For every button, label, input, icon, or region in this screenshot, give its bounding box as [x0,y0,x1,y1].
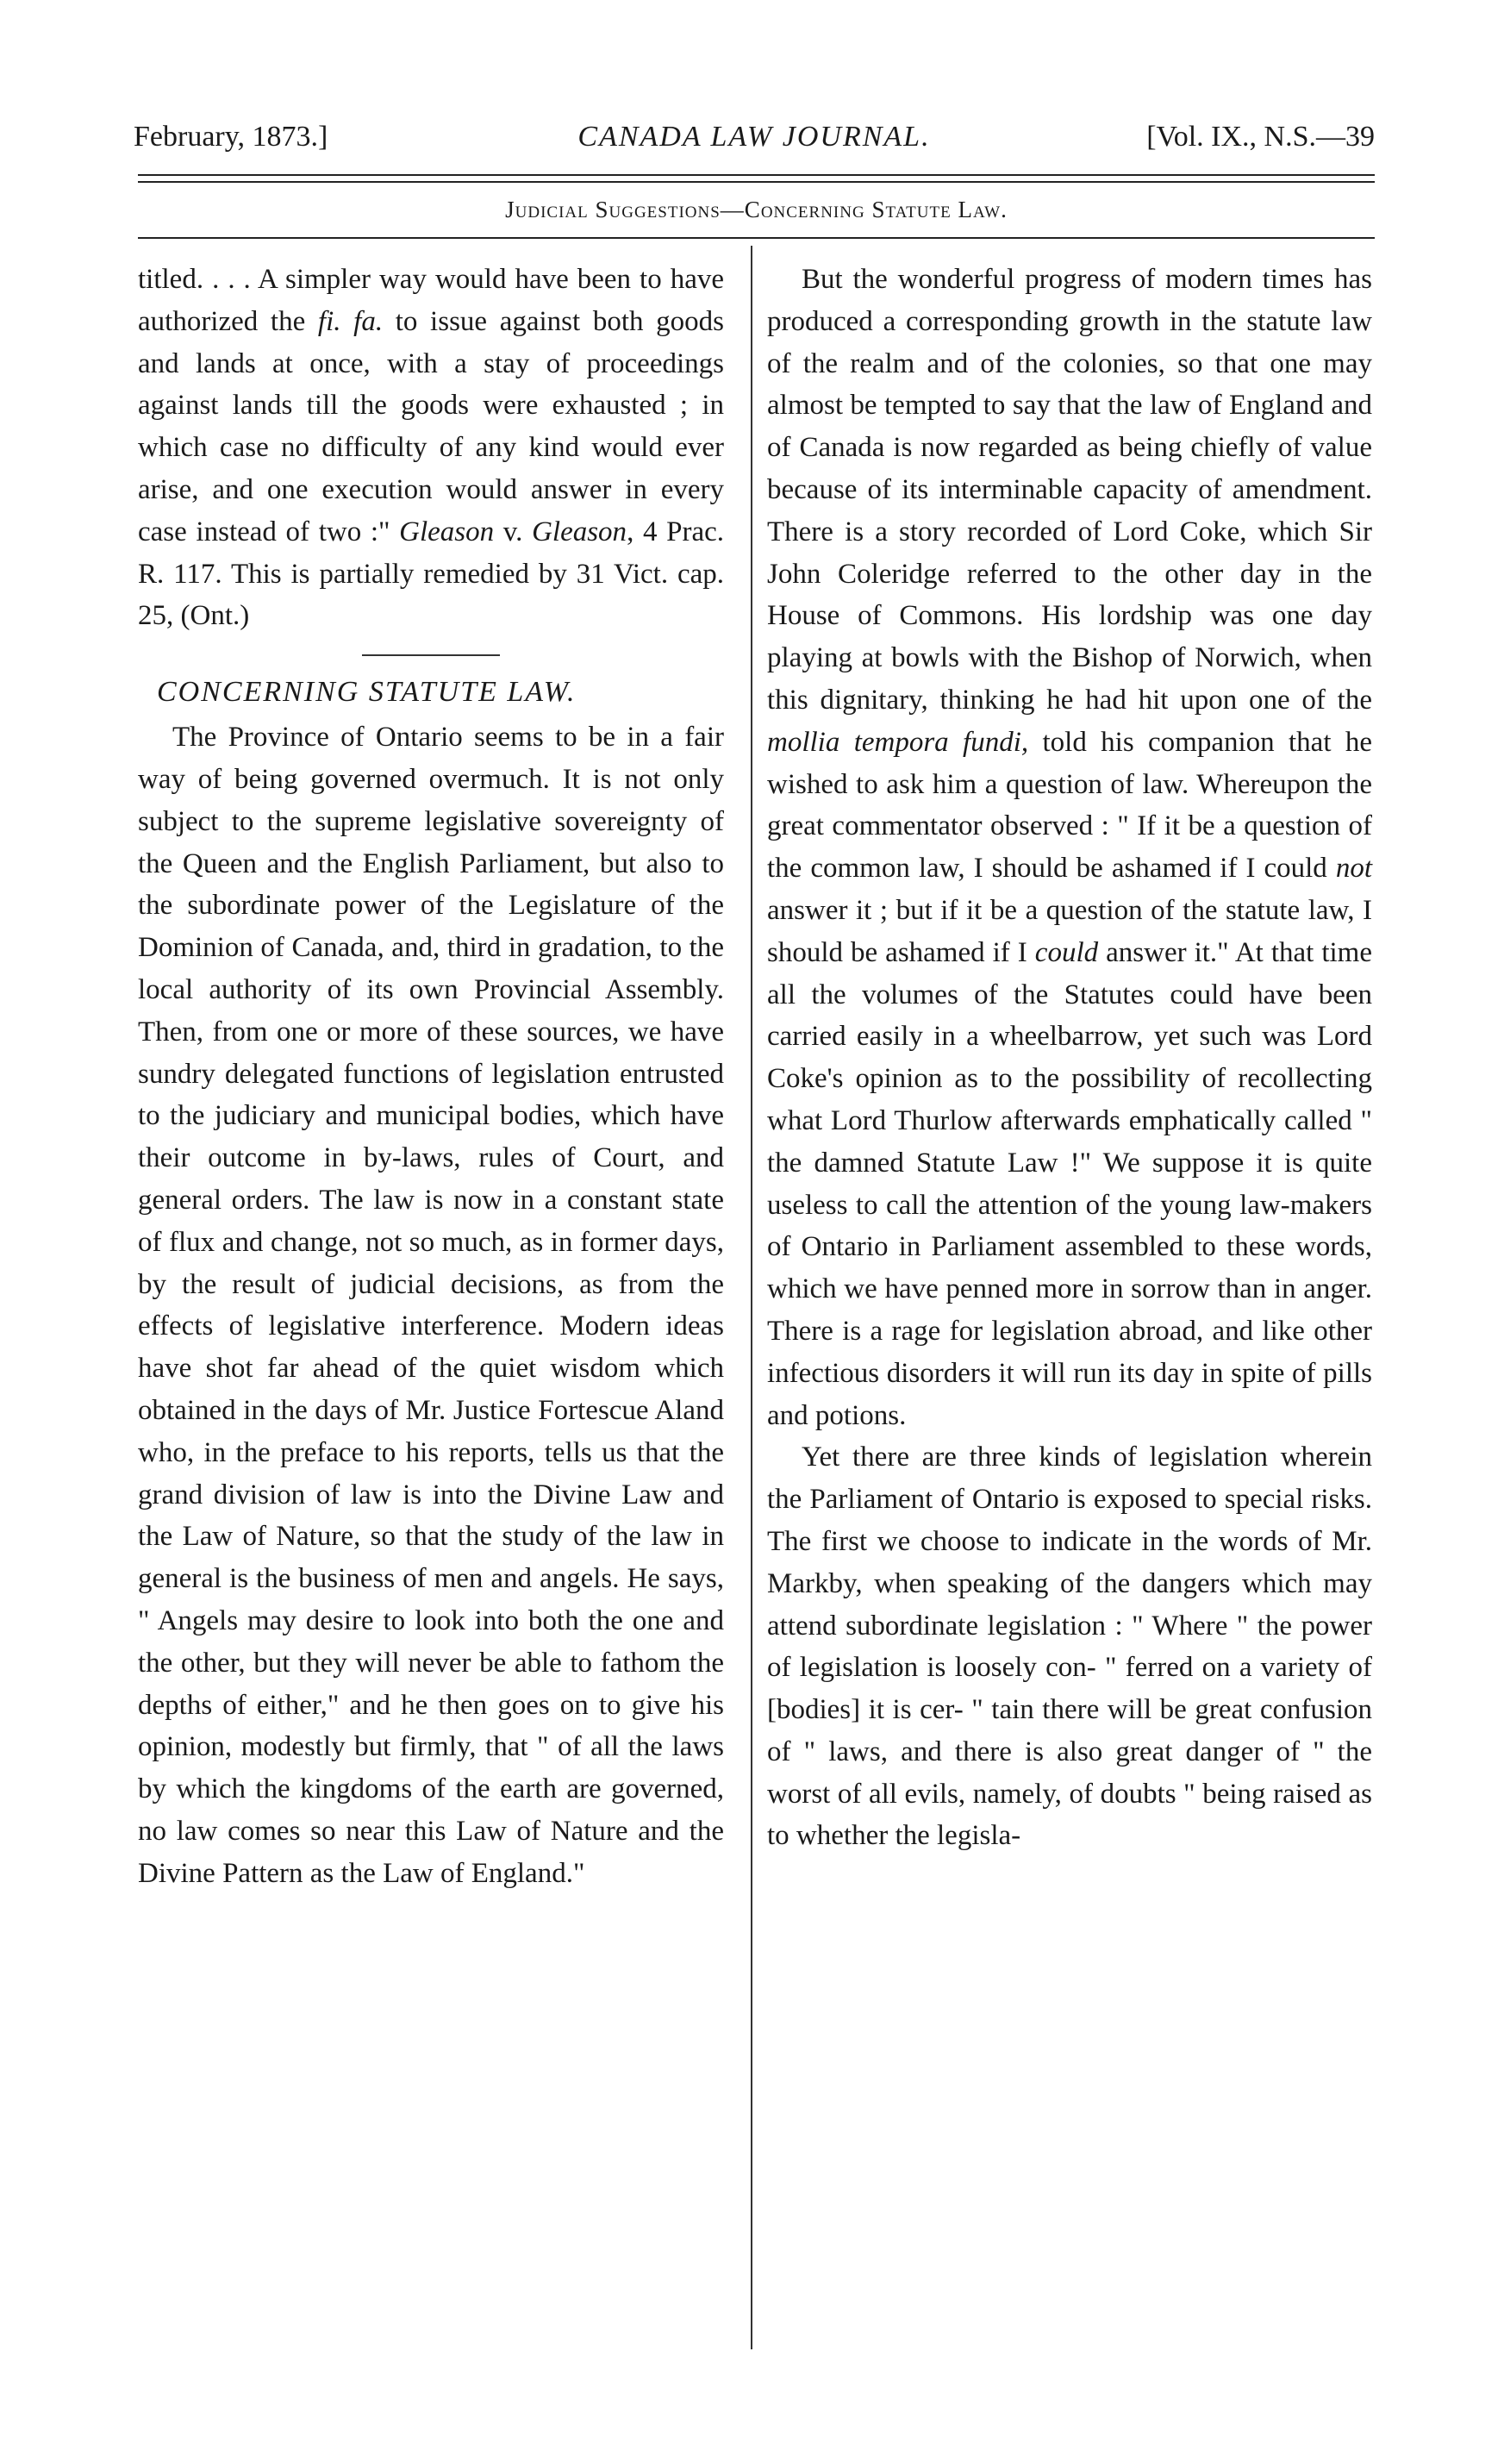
header-rule-top [138,174,1375,176]
header-date: February, 1873.] [134,121,328,153]
body-paragraph: The Province of Ontario seems to be in a fair way of being governed overmuch. It is not only subject to the supreme legislative sovereignty of the Queen and the English Parliament, but also to the subordinate power of the Legislature of the Dominion of Canada, and, third in gradation, to the local authority of its own Provincial Assembly. Then, from one or more of these sources, we have sundry delegated functions of legislation entrusted to the judiciary and municipal bodies, which have their outcome in by-laws, rules of Court, and general orders. The law is now in a constant state of flux and change, not so much, as in former days, by the result of judicial decisions, as from the effects of legislative interference. Modern ideas have shot far ahead of the quiet wisdom which obtained in the days of Mr. Justice Fortescue Aland who, in the preface to his reports, tells us that the grand division of law is into the Divine Law and the Law of Nature, so that the study of the law in general is the business of men and angels. He says, " Angels may desire to look into both the one and the other, but they will never be able to fathom the depths of either," and he then goes on to give his opinion, modestly but firmly, that " of all the laws by which the kingdoms of the earth are governed, no law comes so near this Law of Nature and the Divine Pattern as the Law of England." [138,722,724,1889]
section-heading-rule [138,237,1375,239]
column-divider [751,246,752,2349]
right-column [767,259,1372,1857]
running-head [134,121,1375,164]
journal-title: CANADA LAW JOURNAL. [577,121,931,153]
article-separator [362,654,500,656]
volume-page-number: [Vol. IX., N.S.—39 [1146,121,1375,153]
left-column [138,259,724,1894]
article-title: CONCERNING STATUTE LAW. [157,676,577,709]
section-heading: Judicial Suggestions—Concerning Statute Law. [505,197,1008,222]
continued-paragraph: titled. . . . A simpler way would have been to have authorized the fi. fa. to issue against both goods and lands at once, with a stay of proceedings against lands till the goods were exhausted ; in which case no difficulty of any kind would ever arise, and one execution would answer in every case instead of two :" Gleason v. Gleason, 4 Prac. R. 117. This is partially remedied by 31 Vict. cap. 25, (Ont.) [138,264,725,632]
body-paragraph: Yet there are three kinds of legislation wherein the Parliament of Ontario is exposed to special risks. The first we choose to indicate in the words of Mr. Markby, when speaking of the dangers which may attend subordinate legislation : " Where " the power of legislation is loosely con- " ferred on a variety of [bodies] it is cer- " tain there will be great confusion of " laws, and there is also great danger of " the worst of all evils, namely, of doubts " being raised as to whether the legisla- [767,1442,1372,1852]
header-rule-double [138,181,1375,183]
body-paragraph: But the wonderful progress of modern times has produced a corresponding growth in the statute law of the realm and of the colonies, so that one may almost be tempted to say that the law of England and of Canada is now regarded as being chiefly of value because of its interminable capacity of amendment. There is a story recorded of Lord Coke, which Sir John Coleridge referred to the other day in the House of Commons. His lordship was one day playing at bowls with the Bishop of Norwich, when this dignitary, thinking he had hit upon one of the mollia tempora fundi, told his companion that he wished to ask him a question of law. Whereupon the great commentator observed : " If it be a question of the common law, I should be ashamed if I could not answer it ; but if it be a question of the statute law, I should be ashamed if I could answer it." At that time all the volumes of the Statutes could have been carried easily in a wheelbarrow, yet such was Lord Coke's opinion as to the possibility of recollecting what Lord Thurlow afterwards emphatically called " the damned Statute Law !" We suppose it is quite useless to call the attention of the young law-makers of Ontario in Parliament assembled to these words, which we have penned more in sorrow than in anger. There is a rage for legislation abroad, and like other infectious disorders it will run its day in spite of pills and potions. [767,264,1372,1431]
